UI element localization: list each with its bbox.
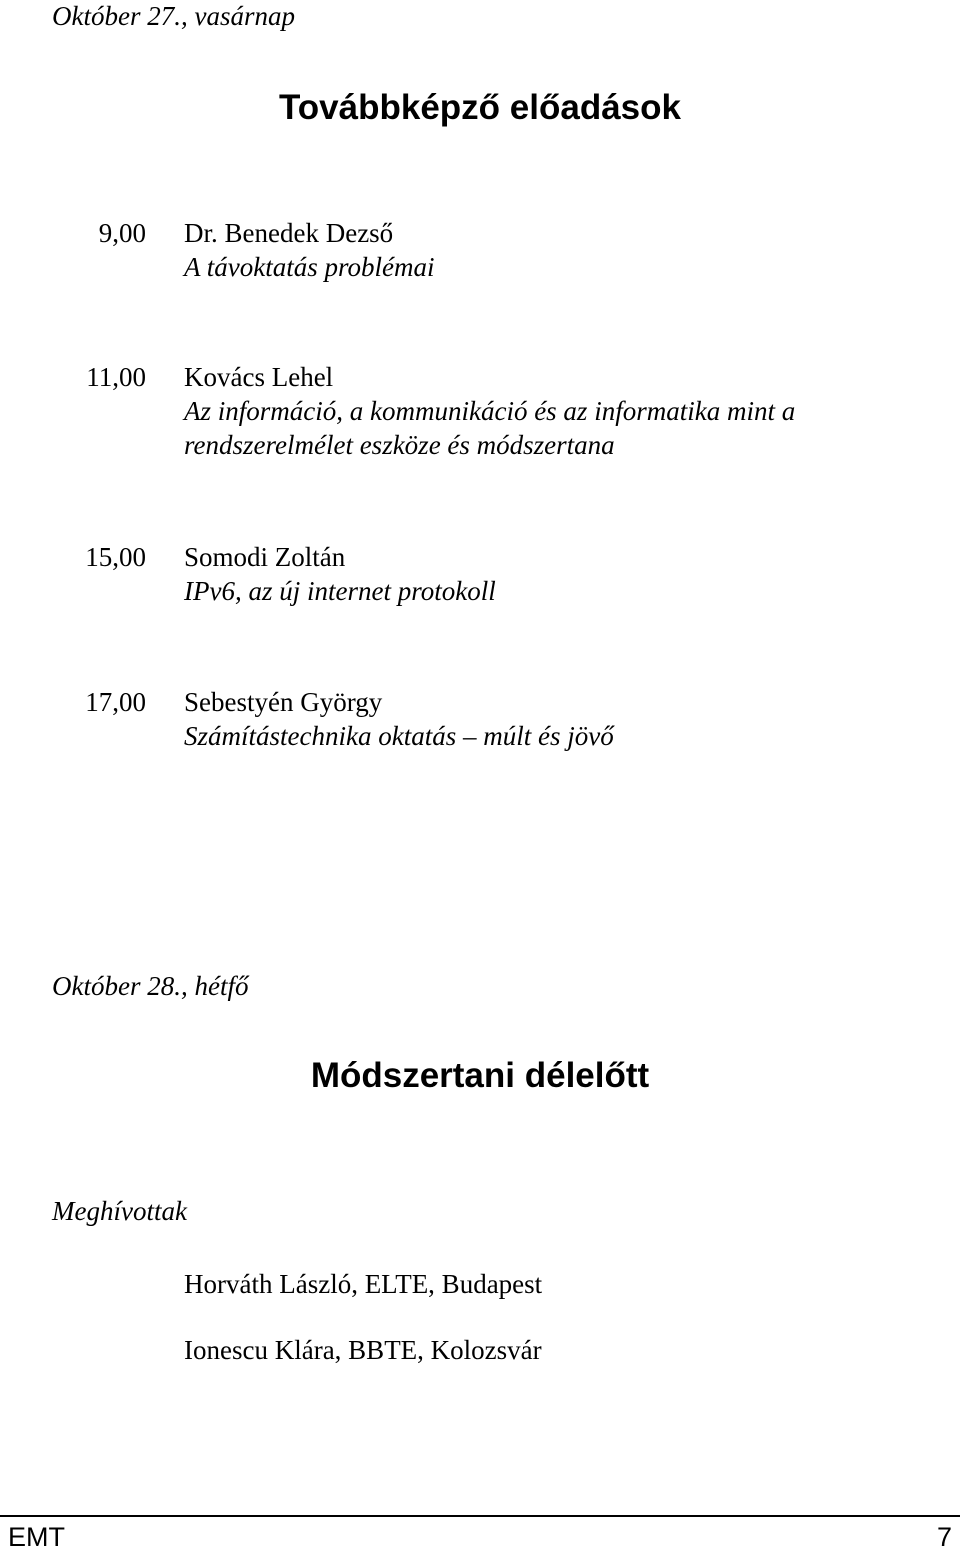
entry-speaker: Sebestyén György bbox=[184, 687, 383, 717]
entry-talk-line: Számítástechnika oktatás – múlt és jövő bbox=[184, 721, 614, 751]
entry-time: 9,00 bbox=[98, 218, 146, 248]
entry-talk-line: A távoktatás problémai bbox=[184, 252, 435, 282]
footer-label: EMT bbox=[8, 1522, 65, 1552]
program-entry bbox=[0, 360, 960, 462]
day1-heading: Továbbképző előadások bbox=[279, 88, 681, 127]
day2-date: Október 28., hétfő bbox=[52, 971, 249, 1001]
invitee-item: Ionescu Klára, BBTE, Kolozsvár bbox=[184, 1335, 542, 1365]
day1-date: Október 27., vasárnap bbox=[52, 1, 295, 31]
entry-time: 15,00 bbox=[85, 542, 146, 572]
entry-speaker: Somodi Zoltán bbox=[184, 542, 346, 572]
entry-time: 11,00 bbox=[86, 362, 146, 392]
invitee-item: Horváth László, ELTE, Budapest bbox=[184, 1269, 543, 1299]
entry-time: 17,00 bbox=[85, 687, 146, 717]
day2-heading: Módszertani délelőtt bbox=[310, 1056, 650, 1095]
entry-speaker: Kovács Lehel bbox=[184, 362, 334, 392]
entry-talk-line: IPv6, az új internet protokoll bbox=[184, 576, 496, 606]
footer-rule bbox=[0, 1515, 960, 1517]
program-entry bbox=[0, 540, 960, 608]
entry-speaker: Dr. Benedek Dezső bbox=[184, 218, 394, 248]
program-entry bbox=[0, 685, 960, 753]
page-number: 7 bbox=[936, 1522, 952, 1552]
invited-label: Meghívottak bbox=[52, 1196, 187, 1226]
program-entry bbox=[0, 216, 960, 284]
entry-talk-line: rendszerelmélet eszköze és módszertana bbox=[184, 430, 615, 460]
entry-talk-line: Az információ, a kommunikáció és az informatika mint a bbox=[184, 396, 796, 426]
